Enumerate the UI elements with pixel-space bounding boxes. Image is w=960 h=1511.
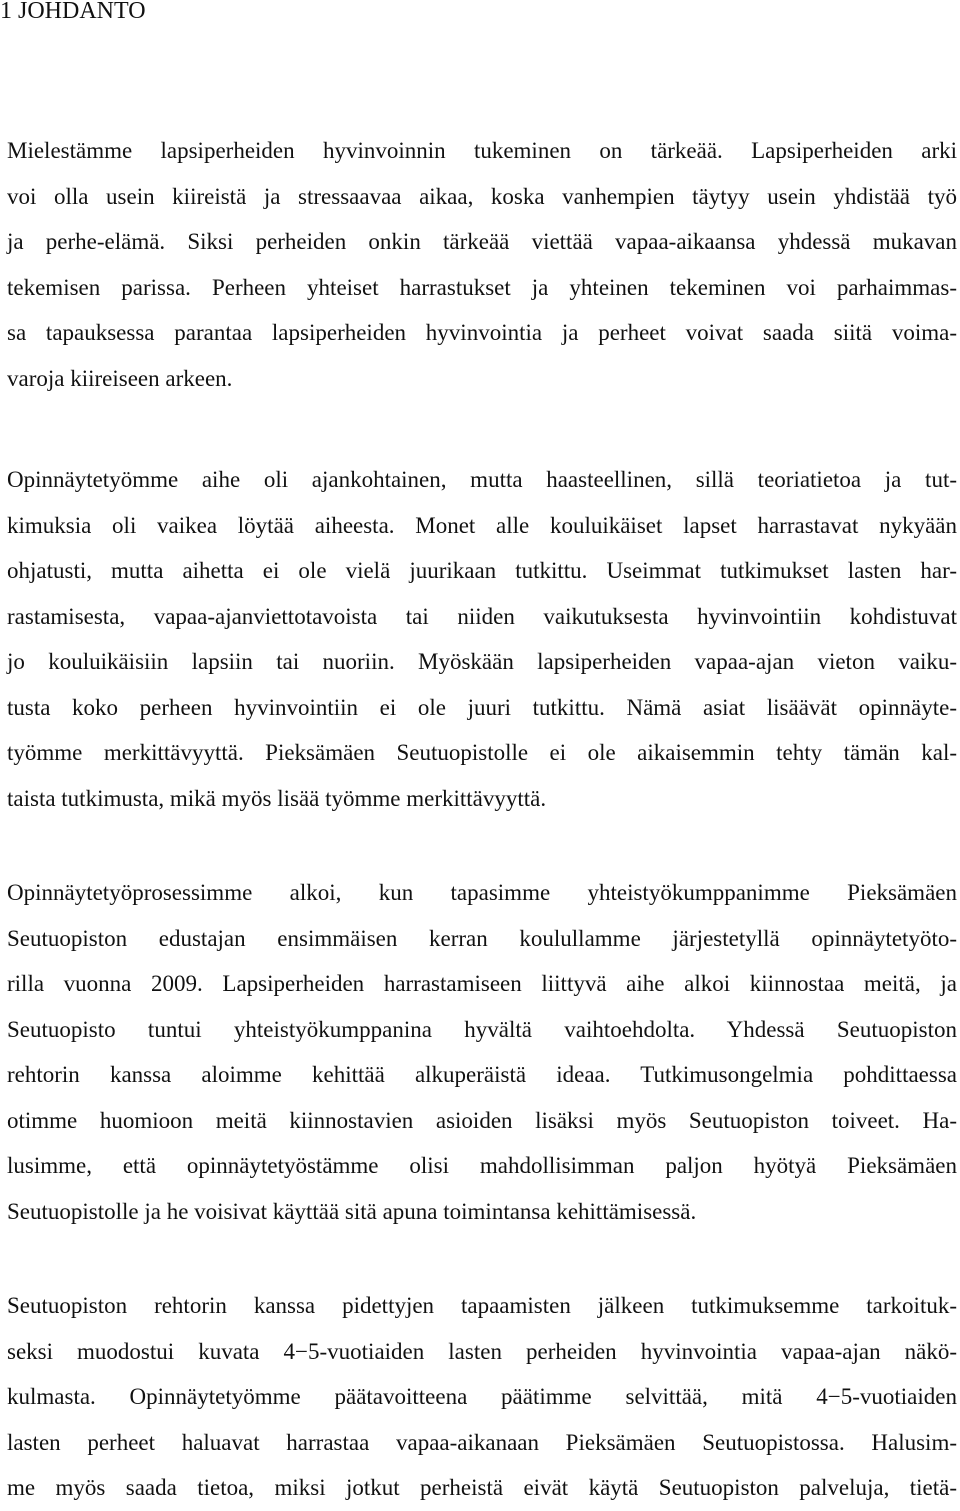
text-line: lasten perheet haluavat harrastaa vapaa-aikanaan Pieksämäen Seutuopistossa. Halusim- (7, 1429, 957, 1455)
text-line: kulmasta. Opinnäytetyömme päätavoitteena päätimme selvittää, mitä 4−5-vuotiaiden (7, 1384, 957, 1409)
text-line: rilla vuonna 2009. Lapsiperheiden harrastamiseen liittyvä aihe alkoi kiinnostaa meitä, ja (7, 971, 957, 996)
paragraph-purpose (7, 1283, 957, 1511)
text-line: Opinnäytetyömme aihe oli ajankohtainen, mutta haasteellinen, sillä teoriatietoa ja tut- (7, 467, 957, 492)
text-line: me myös saada tietoa, miksi jotkut perheistä eivät käytä Seutuopiston palveluja, tietä- (7, 1475, 957, 1500)
text-line: lusimme, että opinnäytetyöstämme olisi mahdollisimman paljon hyötyä Pieksämäen (7, 1153, 957, 1178)
text-line: Opinnäytetyöprosessimme alkoi, kun tapasimme yhteistyökumppanimme Pieksämäen (7, 880, 957, 905)
paragraph-process (7, 870, 957, 1234)
text-line: työmme merkittävyyttä. Pieksämäen Seutuopistolle ei ole aikaisemmin tehty tämän kal- (7, 740, 957, 765)
text-line: rastamisesta, vapaa-ajanviettotavoista tai niiden vaikutuksesta hyvinvointiin kohdistuvat (7, 603, 957, 629)
text-line: taista tutkimusta, mikä myös lisää työmme merkittävyyttä. (7, 785, 547, 811)
text-line: rehtorin kanssa aloimme kehittää alkuperäistä ideaa. Tutkimusongelmia pohdittaessa (7, 1062, 957, 1087)
text-line: voi olla usein kiireistä ja stressaavaa aikaa, koska vanhempien täytyy usein yhdistää työ (7, 183, 957, 209)
text-line: Seutuopiston rehtorin kanssa pidettyjen tapaamisten jälkeen tutkimuksemme tarkoituk- (7, 1293, 957, 1318)
chapter-heading: 1 JOHDANTO (0, 0, 146, 24)
text-line: varoja kiireiseen arkeen. (7, 365, 233, 391)
text-line: ohjatusti, mutta aihetta ei ole vielä juurikaan tutkittu. Useimmat tutkimukset lasten har- (7, 558, 957, 583)
text-line: seksi muodostui kuvata 4−5-vuotiaiden lasten perheiden hyvinvointia vapaa-ajan näkö- (7, 1338, 957, 1364)
text-line: tekemisen parissa. Perheen yhteiset harrastukset ja yhteinen tekeminen voi parhaimmas- (7, 274, 957, 300)
text-line: kimuksia oli vaikea löytää aiheesta. Monet alle kouluikäiset lapset harrastavat nykyään (7, 512, 957, 538)
text-line: jo kouluikäisiin lapsiin tai nuoriin. Myöskään lapsiperheiden vapaa-ajan vieton vaiku- (7, 649, 957, 674)
text-line: tusta koko perheen hyvinvointiin ei ole juuri tutkittu. Nämä asiat lisäävät opinnäyte- (7, 694, 957, 720)
text-line: Seutuopistolle ja he voisivat käyttää sitä apuna toimintansa kehittämisessä. (7, 1198, 697, 1224)
text-line: sa tapauksessa parantaa lapsiperheiden hyvinvointia ja perheet voivat saada siitä voima- (7, 320, 957, 345)
text-line: Seutuopiston edustajan ensimmäisen kerran koulullamme järjestetyllä opinnäytetyöto- (7, 925, 957, 951)
text-line: Seutuopisto tuntui yhteistyökumppanina hyvältä vaihtoehdolta. Yhdessä Seutuopiston (7, 1016, 957, 1042)
paragraph-introduction (7, 128, 957, 401)
text-line: ja perhe-elämä. Siksi perheiden onkin tärkeää viettää vapaa-aikaansa yhdessä mukavan (7, 229, 957, 254)
text-line: Mielestämme lapsiperheiden hyvinvoinnin tukeminen on tärkeää. Lapsiperheiden arki (7, 138, 957, 163)
text-line: otimme huomioon meitä kiinnostavien asioiden lisäksi myös Seutuopiston toiveet. Ha- (7, 1107, 957, 1133)
paragraph-topic (7, 457, 957, 821)
